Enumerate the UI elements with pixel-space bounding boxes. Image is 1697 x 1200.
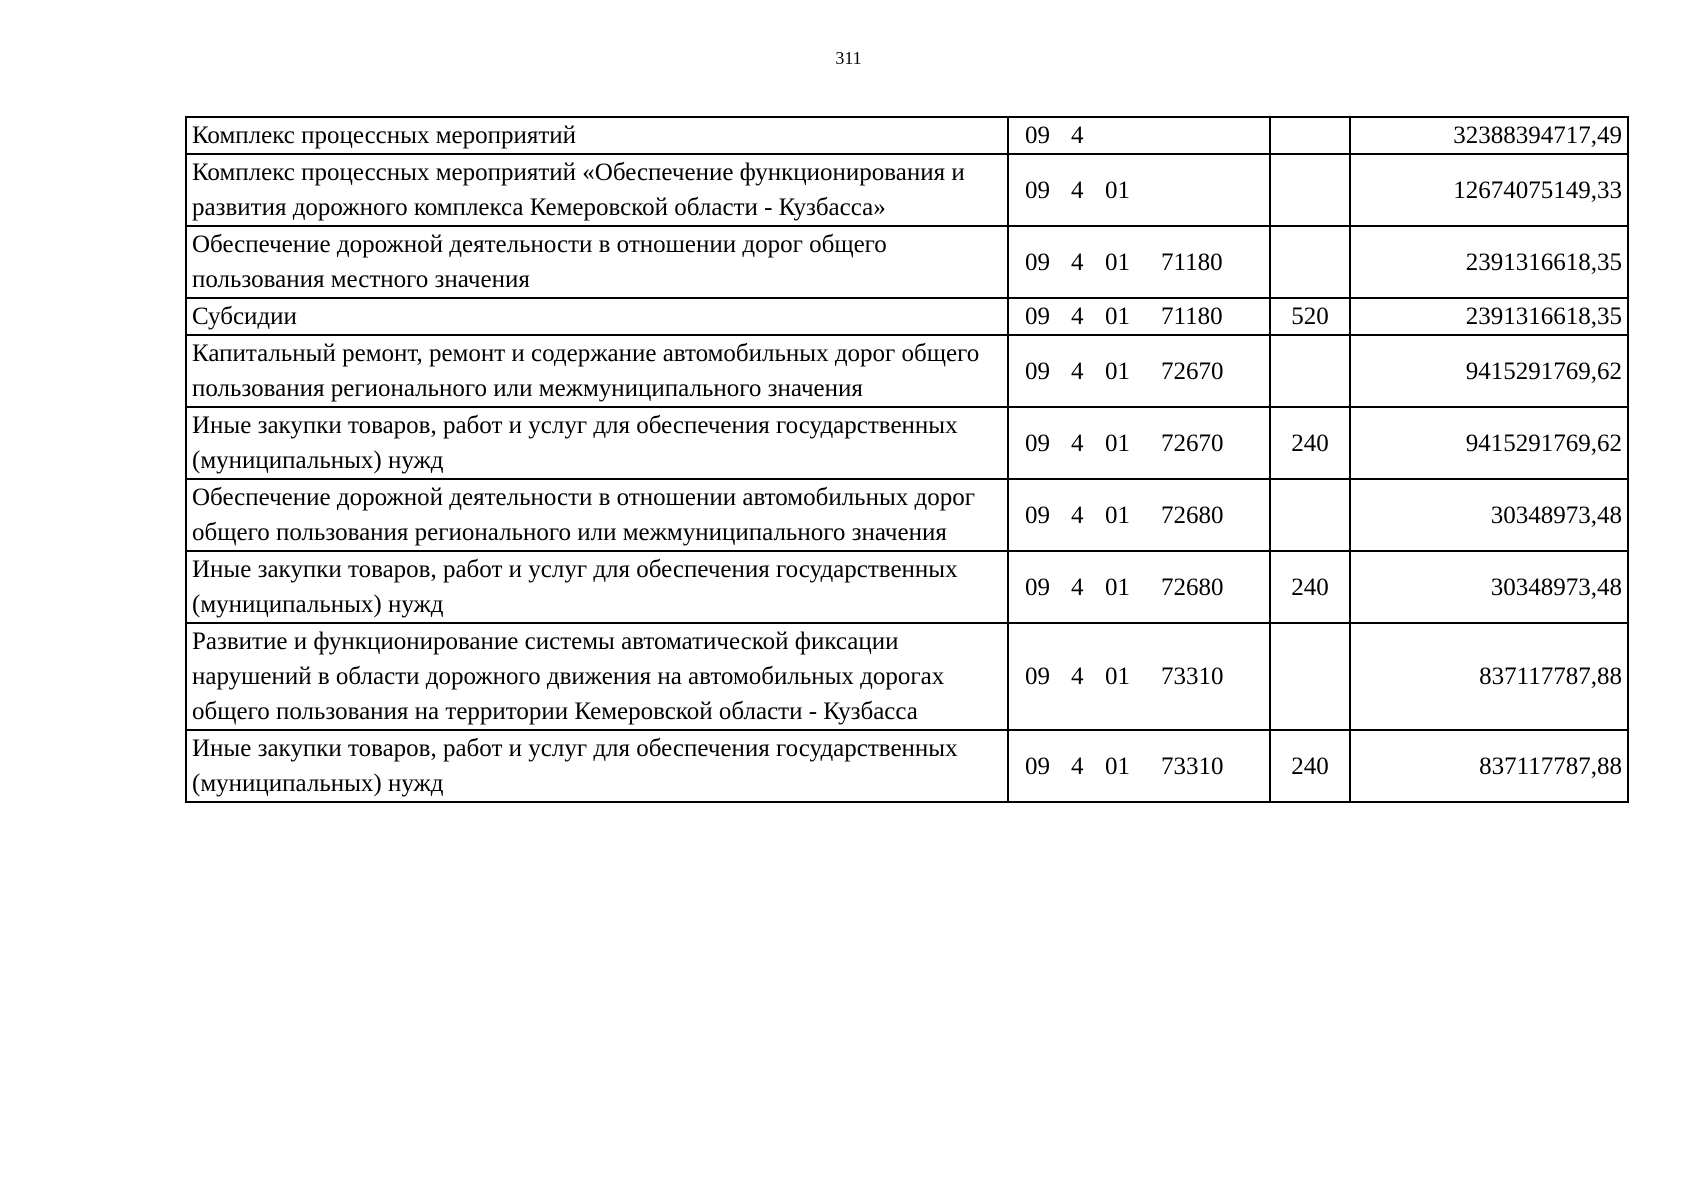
program-code: 09 bbox=[1025, 573, 1050, 601]
direction-code: 71180 bbox=[1161, 303, 1223, 330]
event-code: 01 bbox=[1105, 429, 1130, 457]
expense-type bbox=[1270, 335, 1350, 407]
expense-type bbox=[1270, 623, 1350, 730]
item-name: Комплекс процессных мероприятий bbox=[186, 117, 1008, 154]
amount: 837117787,88 bbox=[1350, 730, 1628, 802]
subprogram-code: 4 bbox=[1071, 501, 1084, 529]
expense-type bbox=[1270, 117, 1350, 154]
program-code: 09 bbox=[1025, 357, 1050, 385]
program-code: 09 bbox=[1025, 752, 1050, 780]
event-code: 01 bbox=[1105, 357, 1130, 385]
program-code: 09 bbox=[1025, 663, 1050, 690]
direction-code: 72670 bbox=[1161, 357, 1224, 385]
amount: 9415291769,62 bbox=[1350, 335, 1628, 407]
target-code bbox=[1008, 407, 1270, 479]
target-code bbox=[1008, 298, 1270, 335]
target-code bbox=[1008, 335, 1270, 407]
amount: 2391316618,35 bbox=[1350, 298, 1628, 335]
direction-code: 72680 bbox=[1161, 501, 1224, 529]
expense-type: 240 bbox=[1270, 551, 1350, 623]
target-code bbox=[1008, 623, 1270, 730]
page-number: 311 bbox=[835, 48, 862, 68]
program-code: 09 bbox=[1025, 176, 1050, 204]
program-code: 09 bbox=[1025, 429, 1050, 457]
program-code: 09 bbox=[1025, 122, 1050, 149]
item-name: Субсидии bbox=[186, 298, 1008, 335]
amount: 32388394717,49 bbox=[1350, 117, 1628, 154]
subprogram-code: 4 bbox=[1071, 122, 1084, 149]
expense-type bbox=[1270, 479, 1350, 551]
expense-type: 240 bbox=[1270, 730, 1350, 802]
target-code bbox=[1008, 226, 1270, 298]
item-name: Обеспечение дорожной деятельности в отношении дорог общего пользования местного значения bbox=[186, 226, 1008, 298]
expense-type bbox=[1270, 154, 1350, 226]
program-code: 09 bbox=[1025, 248, 1050, 276]
amount: 12674075149,33 bbox=[1350, 154, 1628, 226]
target-code bbox=[1008, 730, 1270, 802]
event-code: 01 bbox=[1105, 303, 1130, 330]
amount: 837117787,88 bbox=[1350, 623, 1628, 730]
table-row bbox=[186, 154, 1628, 226]
table-row bbox=[186, 730, 1628, 802]
program-code: 09 bbox=[1025, 501, 1050, 529]
event-code: 01 bbox=[1105, 501, 1130, 529]
subprogram-code: 4 bbox=[1071, 663, 1084, 690]
subprogram-code: 4 bbox=[1071, 573, 1084, 601]
item-name: Развитие и функционирование системы автоматической фиксации нарушений в области дорожного движения на автомобильных дорогах общего пользования на территории Кемеровской области - Кузбасса bbox=[186, 623, 1008, 730]
direction-code: 73310 bbox=[1161, 663, 1224, 690]
direction-code: 71180 bbox=[1161, 248, 1223, 276]
direction-code: 72680 bbox=[1161, 573, 1224, 601]
table-row bbox=[186, 479, 1628, 551]
item-name: Иные закупки товаров, работ и услуг для обеспечения государственных (муниципальных) нужд bbox=[186, 407, 1008, 479]
budget-table bbox=[185, 116, 1629, 803]
item-name: Иные закупки товаров, работ и услуг для обеспечения государственных (муниципальных) нужд bbox=[186, 730, 1008, 802]
direction-code: 73310 bbox=[1161, 752, 1224, 780]
event-code: 01 bbox=[1105, 663, 1130, 690]
amount: 2391316618,35 bbox=[1350, 226, 1628, 298]
subprogram-code: 4 bbox=[1071, 176, 1084, 204]
item-name: Иные закупки товаров, работ и услуг для обеспечения государственных (муниципальных) нужд bbox=[186, 551, 1008, 623]
table-row bbox=[186, 226, 1628, 298]
item-name: Комплекс процессных мероприятий «Обеспечение функционирования и развития дорожного комплекса Кемеровской области - Кузбасса» bbox=[186, 154, 1008, 226]
subprogram-code: 4 bbox=[1071, 752, 1084, 780]
target-code bbox=[1008, 117, 1270, 154]
program-code: 09 bbox=[1025, 303, 1050, 330]
target-code bbox=[1008, 479, 1270, 551]
subprogram-code: 4 bbox=[1071, 248, 1084, 276]
table-row bbox=[186, 623, 1628, 730]
expense-type: 520 bbox=[1270, 298, 1350, 335]
subprogram-code: 4 bbox=[1071, 303, 1084, 330]
item-name: Капитальный ремонт, ремонт и содержание автомобильных дорог общего пользования регионального или межмуниципального значения bbox=[186, 335, 1008, 407]
target-code bbox=[1008, 154, 1270, 226]
event-code: 01 bbox=[1105, 176, 1130, 204]
subprogram-code: 4 bbox=[1071, 357, 1084, 385]
table-row bbox=[186, 407, 1628, 479]
event-code: 01 bbox=[1105, 752, 1130, 780]
event-code: 01 bbox=[1105, 573, 1130, 601]
table-row bbox=[186, 551, 1628, 623]
event-code: 01 bbox=[1105, 248, 1130, 276]
table-row bbox=[186, 335, 1628, 407]
expense-type bbox=[1270, 226, 1350, 298]
amount: 9415291769,62 bbox=[1350, 407, 1628, 479]
table-row bbox=[186, 298, 1628, 335]
item-name: Обеспечение дорожной деятельности в отношении автомобильных дорог общего пользования регионального или межмуниципального значения bbox=[186, 479, 1008, 551]
expense-type: 240 bbox=[1270, 407, 1350, 479]
amount: 30348973,48 bbox=[1350, 551, 1628, 623]
table-row bbox=[186, 117, 1628, 154]
amount: 30348973,48 bbox=[1350, 479, 1628, 551]
target-code bbox=[1008, 551, 1270, 623]
direction-code: 72670 bbox=[1161, 429, 1224, 457]
subprogram-code: 4 bbox=[1071, 429, 1084, 457]
